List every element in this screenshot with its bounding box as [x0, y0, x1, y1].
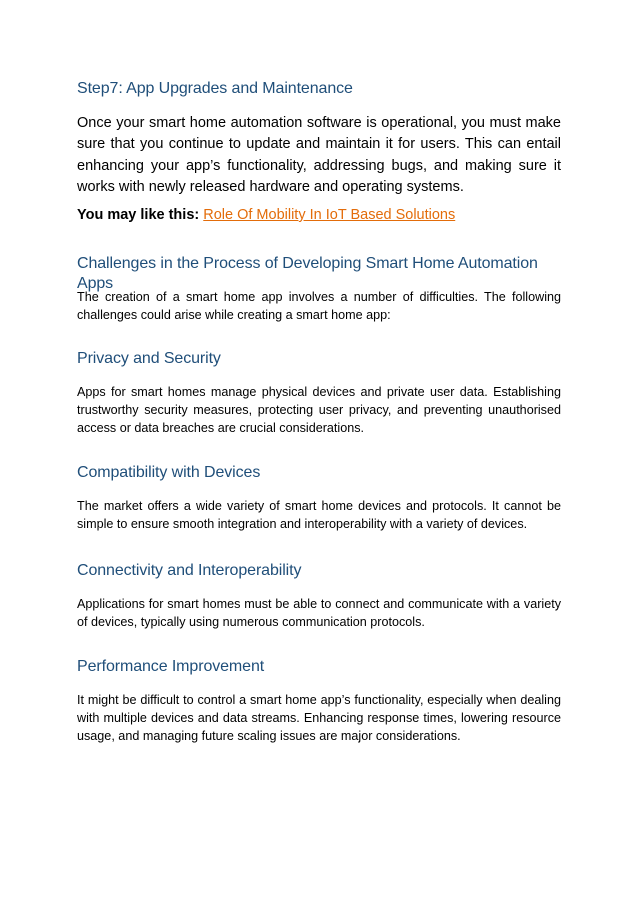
section-body-challenges: The creation of a smart home app involves a number of difficulties. The following challenges could arise while creating a smart home app:: [77, 290, 561, 322]
section-heading-compatibility: Compatibility with Devices: [77, 464, 261, 481]
section-heading-privacy: Privacy and Security: [77, 350, 221, 367]
section-heading-step7: Step7: App Upgrades and Maintenance: [77, 80, 353, 97]
section-body-step7: Once your smart home automation software is operational, you must make sure that you continue to update and maintain it for users. This can entail enhancing your app’s functionality, addressing bugs, and making sure it works with newly released hardware and operating systems.: [77, 115, 561, 195]
related-article-link[interactable]: Role Of Mobility In IoT Based Solutions: [203, 207, 456, 223]
section-body-compatibility: The market offers a wide variety of smart home devices and protocols. It cannot be simple to ensure smooth integration and interoperability with a variety of devices.: [77, 499, 561, 531]
section-heading-connectivity: Connectivity and Interoperability: [77, 562, 302, 579]
section-heading-challenges: Challenges in the Process of Developing Smart Home Automation Apps: [77, 255, 538, 292]
section-heading-performance: Performance Improvement: [77, 658, 265, 675]
section-body-performance: It might be difficult to control a smart home app’s functionality, especially when dealing with multiple devices and data streams. Enhancing response times, lowering resource usage, and managing future scaling issues are major considerations.: [77, 693, 561, 743]
promo-label: You may like this:: [77, 207, 200, 223]
section-body-privacy: Apps for smart homes manage physical devices and private user data. Establishing trustworthy security measures, protecting user privacy, and preventing unauthorised access or data breaches are crucial considerations.: [77, 385, 561, 435]
section-body-connectivity: Applications for smart homes must be able to connect and communicate with a variety of devices, typically using numerous communication protocols.: [77, 597, 561, 629]
related-article-promo: [77, 205, 561, 225]
